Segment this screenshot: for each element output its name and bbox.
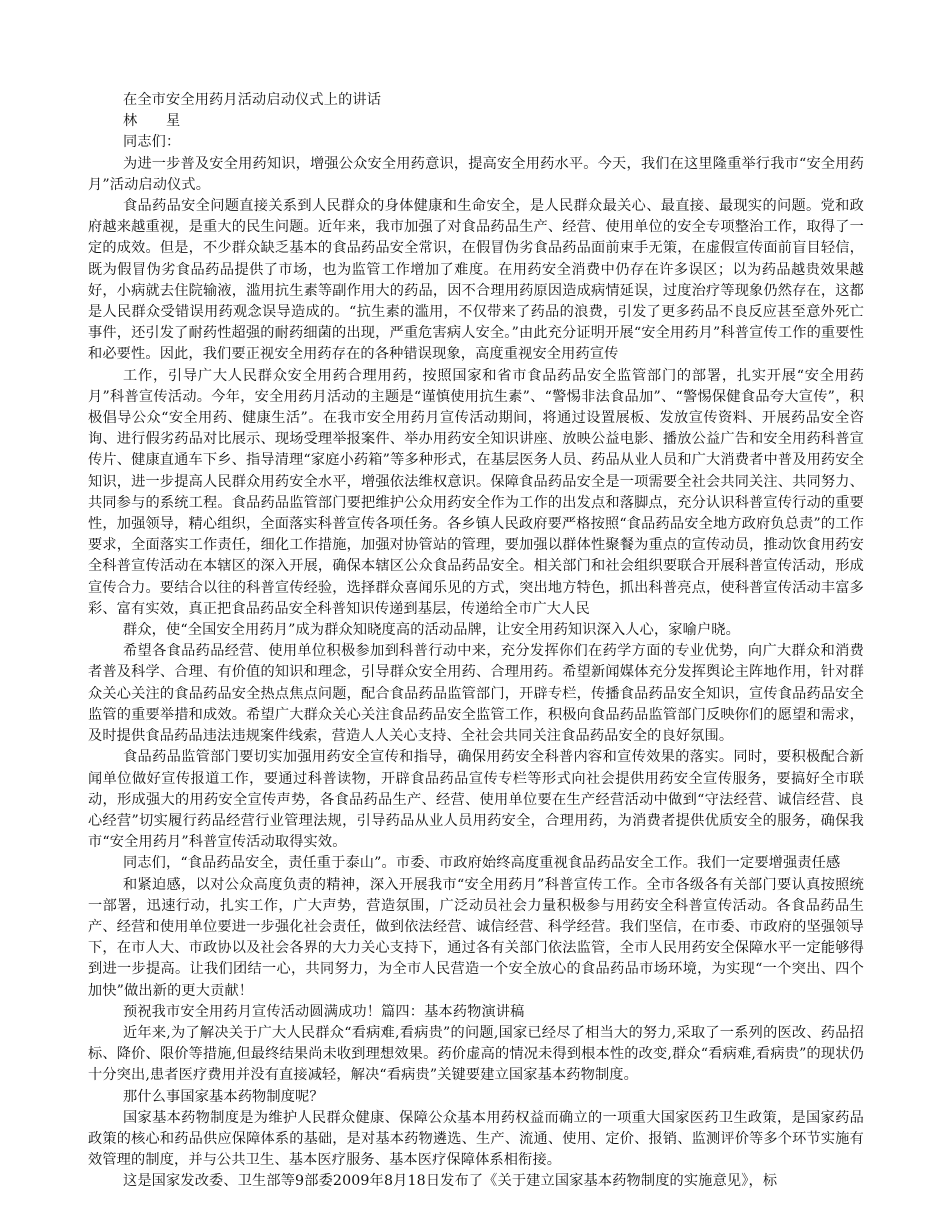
- paragraph: 群众，使“全国安全用药月”成为群众知晓度高的活动品牌，让安全用药知识深入人心，家喻户晓。: [123, 622, 740, 639]
- paragraph: 和紧迫感，以对公众高度负责的精神，深入开展我市“安全用药月”科普宣传工作。全市各级各有关部门要认真按照统一部署，迅速行动，扎实工作，广大声势，营造氛围，广泛动员社会力量积极参与用药安全科普宣传活动。各食品药品生产、经营和使用单位要进一步强化社会责任，做到依法经营、诚信经营、科学经营。我们坚信，在市委、市政府的坚强领导下，在市人大、市政协以及社会各界的大力关心支持下，通过各有关部门依法监管，全市人民用药安全保障水平一定能够得到进一步提高。让我们团结一心，共同努力，为全市人民营造一个安全放心的食品药品市场环境，为实现“一个突出、四个加快”做出新的更大贡献！: [88, 876, 864, 999]
- paragraph: 工作，引导广大人民群众安全用药合理用药，按照国家和省市食品药品安全监管部门的部署，扎实开展“安全用药月”科普宣传活动。今年，安全用药月活动的主题是“谨慎使用抗生素”、“警惕非法食品加”、“警惕保健食品夸大宣传”，积极倡导公众“安全用药、健康生活”。在我市安全用药月宣传活动期间，将通过设置展板、发放宣传资料、开展药品安全咨询、进行假劣药品对比展示、现场受理举报案件、举办用药安全知识讲座、放映公益电影、播放公益广告和安全用药科普宣传片、健康直通车下乡、指导清理“家庭小药箱”等多种形式，在基层医务人员、药品从业人员和广大消费者中普及用药安全知识，进一步提高人民群众用药安全水平，增强依法维权意识。保障食品药品安全是一项需要全社会共同关注、共同努力、共同参与的系统工程。食品药品监管部门要把维护公众用药安全作为工作的出发点和落脚点，充分认识科普宣传行动的重要性，加强领导，精心组织，全面落实科普宣传各项任务。各乡镇人民政府要严格按照“食品药品安全地方政府负总责”的工作要求，全面落实工作责任，细化工作措施，加强对协管站的管理，要加强以群体性聚餐为重点的宣传动员，推动饮食用药安全科普宣传活动在本辖区的深入开展，确保本辖区公众食品药品安全。相关部门和社会组织要联合开展科普宣传活动，形成宣传合力。要结合以往的科普宣传经验，选择群众喜闻乐见的方式，突出地方特色，抓出科普亮点，使科普宣传活动丰富多彩、富有实效，真正把食品药品安全科普知识传递到基层，传递给全市广大人民: [88, 367, 864, 617]
- document-author: 林 星: [123, 113, 181, 130]
- paragraph: 食品药品安全问题直接关系到人民群众的身体健康和生命安全，是人民群众最关心、最直接、最现实的问题。党和政府越来越重视，是重大的民生问题。近年来，我市加强了对食品药品生产、经营、使用单位的安全专项整治工作，取得了一定的成效。但是，不少群众缺乏基本的食品药品安全常识，在假冒伪劣食品药品面前束手无策，在虚假宣传面前盲目轻信，既为假冒伪劣食品药品提供了市场，也为监管工作增加了难度。在用药安全消费中仍存在许多误区；以为药品越贵效果越好，小病就去住院输液，滥用抗生素等副作用大的药品，因不合理用药原因造成病情延误，过度治疗等现象仍然存在，这都是人民群众受错误用药观念误导造成的。“抗生素的滥用，不仅带来了药品的浪费，引发了更多药品不良反应甚至意外死亡事件，还引发了耐药性超强的耐药细菌的出现，严重危害病人安全。”由此充分证明开展“安全用药月”科普宣传工作的重要性和必要性。因此，我们要正视安全用药存在的各种错误现象，高度重视安全用药宣传: [88, 198, 864, 363]
- paragraph: 这是国家发改委、卫生部等9部委2009年8月18日发布了《关于建立国家基本药物制度的实施意见》，标: [123, 1173, 778, 1190]
- salutation: 同志们：: [123, 134, 181, 151]
- paragraph: 预祝我市安全用药月宣传活动圆满成功！篇四：基本药物演讲稿: [123, 1003, 525, 1020]
- paragraph: 同志们，“食品药品安全，责任重于泰山”。市委、市政府始终高度重视食品药品安全工作。我们一定要增强责任感: [123, 855, 841, 872]
- paragraph: 为进一步普及安全用药知识，增强公众安全用药意识，提高安全用药水平。今天，我们在这里隆重举行我市“安全用药月”活动启动仪式。: [88, 155, 864, 193]
- paragraph: 那什么事国家基本药物制度呢？: [123, 1088, 324, 1105]
- paragraph: 近年来,为了解决关于广大人民群众“看病难,看病贵”的问题,国家已经尽了相当大的努力,采取了一系列的医改、药品招标、降价、限价等措施,但最终结果尚未收到理想效果。药价虚高的情况未得到根本性的改变,群众“看病难,看病贵”的现状仍十分突出,患者医疗费用并没有直接减轻，解决“看病贵”关键要建立国家基本药物制度。: [88, 1024, 864, 1084]
- document-title: 在全市安全用药月活动启动仪式上的讲话: [123, 92, 382, 108]
- paragraph: 食品药品监管部门要切实加强用药安全宣传和指导，确保用药安全科普内容和宣传效果的落实。同时，要积极配合新闻单位做好宣传报道工作，要通过科普读物，开辟食品药品宣传专栏等形式向社会提供用药安全宣传服务，要搞好全市联动，形成强大的用药安全宣传声势，各食品药品生产、经营、使用单位要在生产经营活动中做到“守法经营、诚信经营、良心经营”切实履行药品经营行业管理法规，引导药品从业人员用药安全，合理用药，为消费者提供优质安全的服务，确保我市“安全用药月”科普宣传活动取得实效。: [88, 749, 864, 851]
- paragraph: 国家基本药物制度是为维护人民群众健康、保障公众基本用药权益而确立的一项重大国家医药卫生政策，是国家药品政策的核心和药品供应保障体系的基础，是对基本药物遴选、生产、流通、使用、定价、报销、监测评价等多个环节实施有效管理的制度，并与公共卫生、基本医疗服务、基本医疗保障体系相衔接。: [88, 1109, 864, 1169]
- document-body: [88, 90, 864, 1193]
- paragraph: 希望各食品药品经营、使用单位积极参加到科普行动中来，充分发挥你们在药学方面的专业优势，向广大群众和消费者普及科学、合理、有价值的知识和理念，引导群众安全用药、合理用药。希望新闻媒体充分发挥舆论主阵地作用，针对群众关心关注的食品药品安全热点焦点问题，配合食品药品监管部门，开辟专栏，传播食品药品安全知识，宣传食品药品安全监管的重要举措和成效。希望广大群众关心关注食品药品安全监管工作，积极向食品药品监管部门反映你们的愿望和需求，及时提供食品药品违法违规案件线索，营造人人关心支持、全社会共同关注食品药品安全的良好氛围。: [88, 643, 864, 745]
